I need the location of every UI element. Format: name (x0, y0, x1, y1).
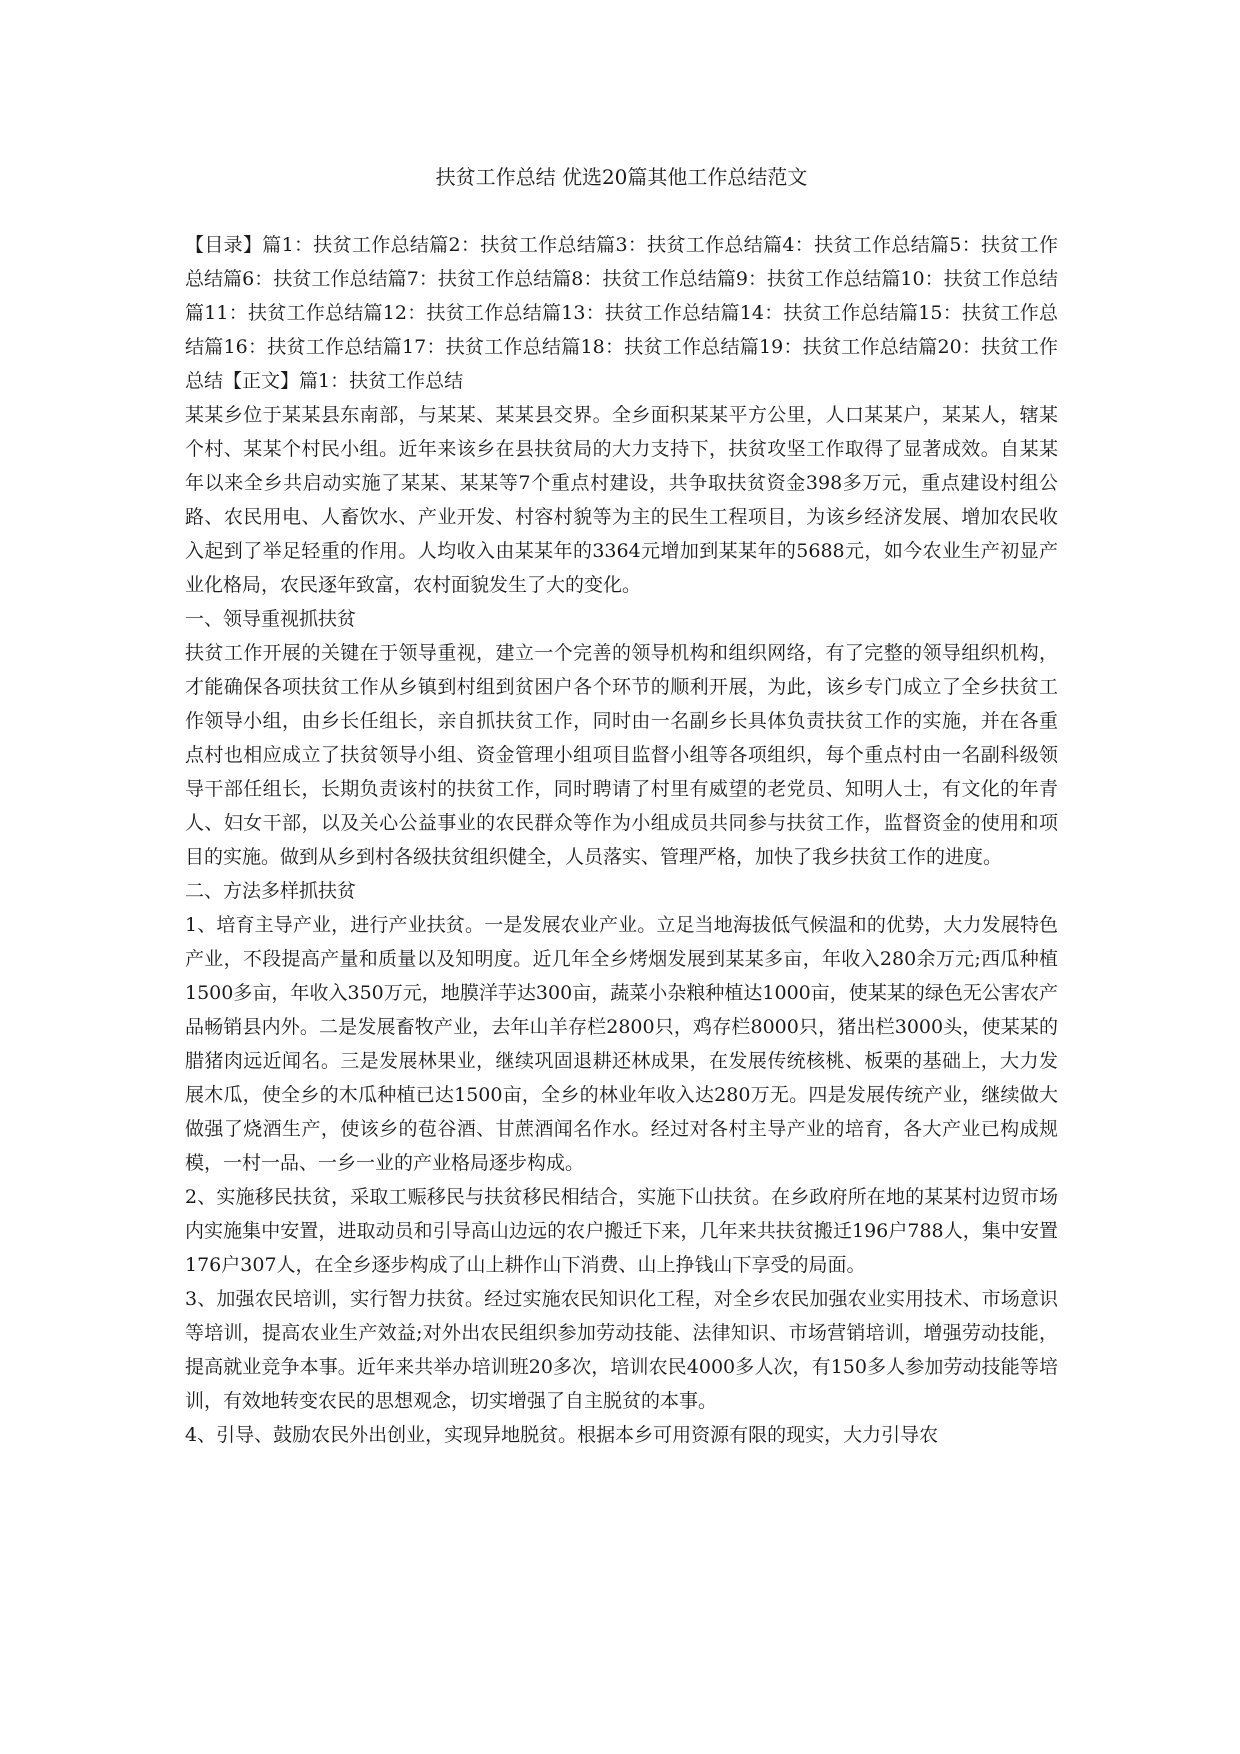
table-of-contents: 【目录】篇1：扶贫工作总结篇2：扶贫工作总结篇3：扶贫工作总结篇4：扶贫工作总结篇5：扶贫工作总结篇6：扶贫工作总结篇7：扶贫工作总结篇8：扶贫工作总结篇9：扶贫工作总结篇10：扶贫工作总结篇11：扶贫工作总结篇12：扶贫工作总结篇13：扶贫工作总结篇14：扶贫工作总结篇15：扶贫工作总结篇16：扶贫工作总结篇17：扶贫工作总结篇18：扶贫工作总结篇19：扶贫工作总结篇20：扶贫工作总结【正文】篇1：扶贫工作总结 (185, 234, 1058, 392)
section-1-paragraph: 扶贫工作开展的关键在于领导重视，建立一个完善的领导机构和组织网络，有了完整的领导组织机构，才能确保各项扶贫工作从乡镇到村组到贫困户各个环节的顺利开展，为此，该乡专门成立了全乡扶贫工作领导小组，由乡长任组长，亲自抓扶贫工作，同时由一名副乡长具体负责扶贫工作的实施，并在各重点村也相应成立了扶贫领导小组、资金管理小组项目监督小组等各项组织，每个重点村由一名副科级领导干部任组长，长期负责该村的扶贫工作，同时聘请了村里有威望的老党员、知明人士，有文化的年青人、妇女干部，以及关心公益事业的农民群众等作为小组成员共同参与扶贫工作，监督资金的使用和项目的实施。做到从乡到村各级扶贫组织健全，人员落实、管理严格，加快了我乡扶贫工作的进度。 (185, 642, 1058, 868)
item-2-paragraph: 2、实施移民扶贫，采取工赈移民与扶贫移民相结合，实施下山扶贫。在乡政府所在地的某某村边贸市场内实施集中安置，进取动员和引导高山边远的农户搬迁下来，几年来共扶贫搬迁196户788人，集中安置176户307人，在全乡逐步构成了山上耕作山下消费、山上挣钱山下享受的局面。 (185, 1186, 1058, 1276)
section-heading-2: 二、方法多样抓扶贫 (185, 880, 357, 902)
section-heading-1: 一、领导重视抓扶贫 (185, 608, 357, 630)
item-1-paragraph: 1、培育主导产业，进行产业扶贫。一是发展农业产业。立足当地海拔低气候温和的优势，大力发展特色产业，不段提高产量和质量以及知明度。近几年全乡烤烟发展到某某多亩，年收入280余万元;西瓜种植1500多亩，年收入350万元，地膜洋芋达300亩，蔬菜小杂粮种植达1000亩，使某某的绿色无公害农产品畅销县内外。二是发展畜牧产业，去年山羊存栏2800只，鸡存栏8000只，猪出栏3000头，使某某的腊猪肉远近闻名。三是发展林果业，继续巩固退耕还林成果，在发展传统核桃、板栗的基础上，大力发展木瓜，使全乡的木瓜种植已达1500亩，全乡的林业年收入达280万无。四是发展传统产业，继续做大做强了烧酒生产，使该乡的苞谷酒、甘蔗酒闻名作水。经过对各村主导产业的培育，各大产业已构成规模，一村一品、一乡一业的产业格局逐步构成。 (185, 914, 1058, 1174)
item-4-paragraph: 4、引导、鼓励农民外出创业，实现异地脱贫。根据本乡可用资源有限的现实，大力引导农 (185, 1424, 939, 1446)
intro-paragraph: 某某乡位于某某县东南部，与某某、某某县交界。全乡面积某某平方公里，人口某某户，某某人，辖某个村、某某个村民小组。近年来该乡在县扶贫局的大力支持下，扶贫攻坚工作取得了显著成效。自某某年以来全乡共启动实施了某某、某某等7个重点村建设，共争取扶贫资金398多万元，重点建设村组公路、农民用电、人畜饮水、产业开发、村容村貌等为主的民生工程项目，为该乡经济发展、增加农民收入起到了举足轻重的作用。人均收入由某某年的3364元增加到某某年的5688元，如今农业生产初显产业化格局，农民逐年致富，农村面貌发生了大的变化。 (185, 404, 1058, 596)
document-body (185, 160, 1058, 1452)
document-title: 扶贫工作总结 优选20篇其他工作总结范文 (435, 165, 808, 189)
item-3-paragraph: 3、加强农民培训，实行智力扶贫。经过实施农民知识化工程，对全乡农民加强农业实用技术、市场意识等培训，提高农业生产效益;对外出农民组织参加劳动技能、法律知识、市场营销培训，增强劳动技能，提高就业竞争本事。近年来共举办培训班20多次，培训农民4000多人次，有150多人参加劳动技能等培训，有效地转变农民的思想观念，切实增强了自主脱贫的本事。 (185, 1288, 1058, 1412)
